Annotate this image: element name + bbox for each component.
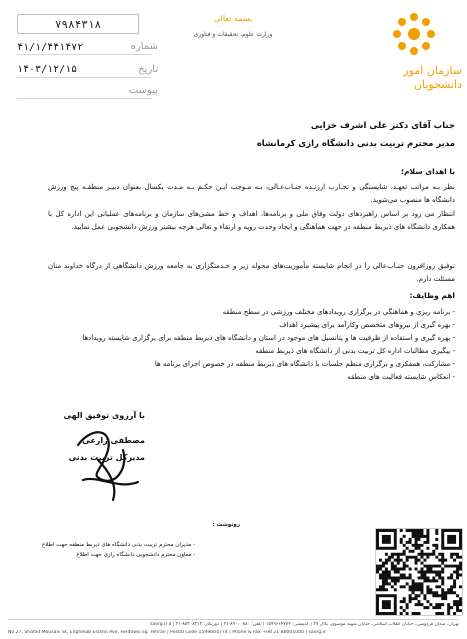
bismillah: بسمه تعالی bbox=[213, 14, 253, 23]
logo-emblem-icon bbox=[392, 12, 436, 56]
copies-list bbox=[10, 540, 195, 560]
addressee-name: جناب آقای دکتر علی اشرف خزایی bbox=[310, 121, 455, 131]
addressee-title: مدیر محترم تربیت بدنی دانشگاه رازی کرمانشاه bbox=[256, 139, 455, 149]
handwritten-signature bbox=[68, 420, 148, 505]
number-line bbox=[17, 54, 152, 55]
letter-number-value: ۴۱/۱/۴۴۱۴۷۲ bbox=[17, 42, 84, 53]
letter-number-label: شماره bbox=[130, 41, 158, 52]
expectation-paragraph: انتظار می رود بر اساس راهبردهای دولت وفاق ملی و برنامه‌ها، اهداف و خط مشی‌های سازمان و برنامه‌های عملیاتی این اداره کل با همکاری دانشگاه های ذیربط منطقه در جهت هماهنگی و ایجاد وحدت رویه و ارتقاء و تعالی هرچه بیشتر ورزش دانشجویی عمل نمایید. bbox=[48, 210, 455, 231]
duty-item: - بهره گیری و استفاده از ظرفیت ها و پتانسیل های موجود در استان و دانشگاه های ذیربط منطقه برای برگزاری شایسته رویدادها bbox=[82, 334, 455, 342]
attachment-line bbox=[17, 98, 152, 99]
footer-address-persian: تهران، میدان فردوسی، خیابان انقلاب اسلامی، خیابان شهید موسوی، پلاک ۲۷ | کدپستی: ۱۵۹۹۶۶۴۷۷۴ | تلفن: ۸۹۰۰۰۸۸۰-۲۱ | دورنگار: ۸۸۳۰۸۳۱۲-۲۱ | ۵ saorg.ir bbox=[149, 622, 459, 627]
ministry-name: وزارت علوم، تحقیقات و فناوری bbox=[193, 31, 273, 38]
greeting: با اهدای سلام؛ bbox=[401, 167, 455, 176]
letter-date-value: ۱۴۰۳/۱۲/۱۵ bbox=[17, 64, 78, 75]
copies-label: رونوشت : bbox=[212, 522, 240, 528]
qr-code-icon bbox=[376, 529, 462, 615]
document-number-box: ۷۹۸۴۳۱۸ bbox=[17, 14, 139, 34]
footer-divider bbox=[8, 619, 459, 620]
duty-item: - انعکاس شایسته فعالیت های منطقه bbox=[347, 373, 455, 381]
letter-date-label: تاریخ bbox=[138, 64, 158, 75]
signature-closing: با آرزوی توفیق الهی bbox=[63, 411, 145, 420]
duty-item: - مشارکت، همفکری و برگزاری منظم جلسات با دانشگاه های ذیربط منطقه در خصوص اجرای برنامه ها bbox=[154, 360, 455, 368]
duty-item: - برنامه ریزی و هماهنگی در برگزاری رویدادهای مختلف ورزشی در سطح منطقه bbox=[222, 308, 455, 316]
copy-recipient: - معاون محترم دانشجویی دانشگاه رازی جهت اطلاع bbox=[76, 552, 195, 558]
logo-text-line1: سازمان امور bbox=[403, 64, 462, 77]
signatory-name: مصطفی زارعی bbox=[82, 436, 145, 445]
duty-item: - پیگیری مطالبات اداره کل تربیت بدنی از دانشگاه های ذیربط منطقه bbox=[255, 347, 455, 355]
qr-code bbox=[375, 528, 463, 616]
date-line bbox=[17, 77, 152, 78]
addressee-block bbox=[60, 117, 455, 153]
copy-recipient: - مدیران محترم تربیت بدنی دانشگاه های ذیربط منطقه جهت اطلاع bbox=[41, 542, 195, 548]
duties-list bbox=[48, 306, 455, 384]
footer-address-english: No.27, Shahid Mousavi St, Enghelab Eslami Ave, Ferdowsi sq, Tehran | Postal Code 1599664774 | Phone & Fax +98 21 88001000 | saorg.ir bbox=[8, 630, 326, 635]
attachment-label: پیوست bbox=[128, 85, 158, 96]
appointment-paragraph: نظر بـه مراتب تعهـد، شایستگی و تجـارب ارزنـده جنـاب‌عـالی، بـه مـوجب ایـن حکـم بـه مـدت یکسال بعنوان دبیـر منطقـه پنج ورزش دانشگاه ها منصوب می‌شوید. bbox=[48, 183, 455, 204]
signatory-title: مدیرکل تربیت بدنی bbox=[68, 453, 145, 462]
logo-text-line2: دانشجویان bbox=[413, 78, 462, 91]
duty-item: - بهره گیری از نیروهای متخصص وکارآمد برای پیشبرد اهداف bbox=[279, 321, 455, 329]
wishes-paragraph: توفیق روزافزون جنـاب‌عالی را در انجام شایسته مأموریت‌های محوله زیر و خـدمتگزاری به جامعه ورزش دانشگاهی از درگاه خداوند منان مسئلت دارم. bbox=[48, 262, 455, 283]
duties-title: اهم وظایف: bbox=[409, 291, 455, 300]
organization-logo bbox=[367, 12, 462, 102]
